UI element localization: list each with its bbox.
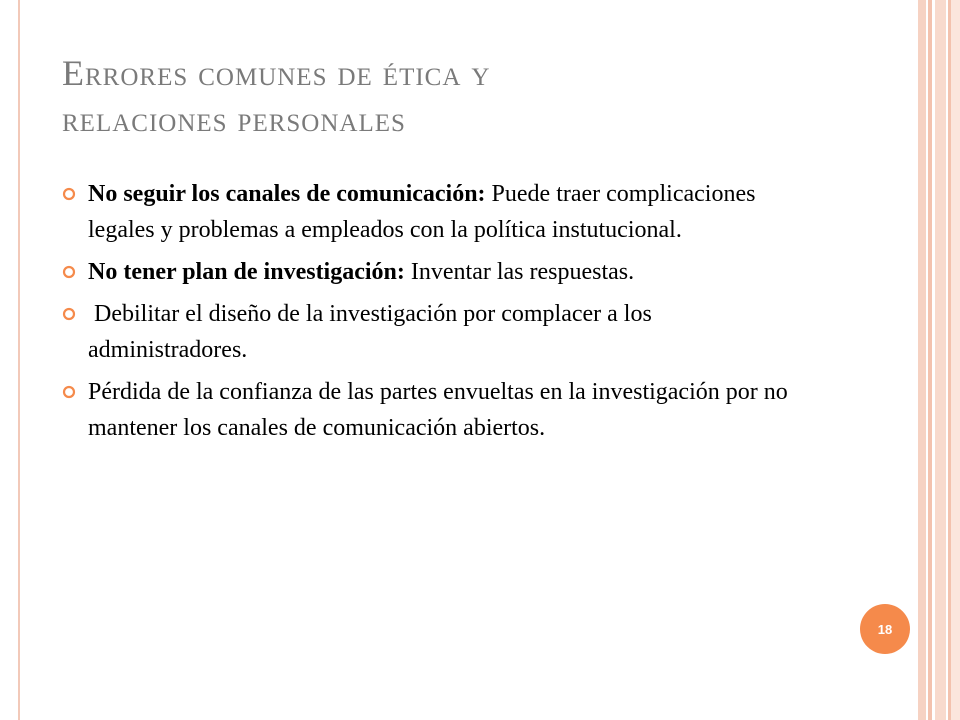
title-line-2: relaciones personales (62, 99, 406, 139)
list-item (62, 296, 802, 368)
bullet-list (62, 176, 802, 452)
bullet-bold-text: No seguir los canales de comunicación: (88, 181, 486, 207)
slide-title (62, 50, 882, 142)
list-item (62, 254, 802, 290)
bullet-text: Debilitar el diseño de la investigación por complacer a los administradores. (88, 301, 658, 363)
list-item (62, 374, 802, 446)
page-number-badge (860, 604, 910, 654)
title-line-1: Errores comunes de ética y (62, 53, 491, 93)
list-item (62, 176, 802, 248)
ring-bullet-icon (62, 187, 76, 201)
bullet-bold-text: No tener plan de investigación: (88, 259, 405, 285)
bullet-text: Puede traer complicaciones legales y problemas a empleados con la política instutucional. (88, 181, 756, 243)
left-border (0, 0, 20, 720)
page-number: 18 (877, 621, 893, 637)
bullet-text: Inventar las respuestas. (404, 259, 635, 285)
bullet-text: Pérdida de la confianza de las partes envueltas en la investigación por no mantener los canales de comunicación abiertos. (88, 379, 788, 441)
ring-bullet-icon (62, 385, 76, 399)
ring-bullet-icon (62, 265, 76, 279)
right-border-stripes (918, 0, 960, 720)
ring-bullet-icon (62, 307, 76, 321)
